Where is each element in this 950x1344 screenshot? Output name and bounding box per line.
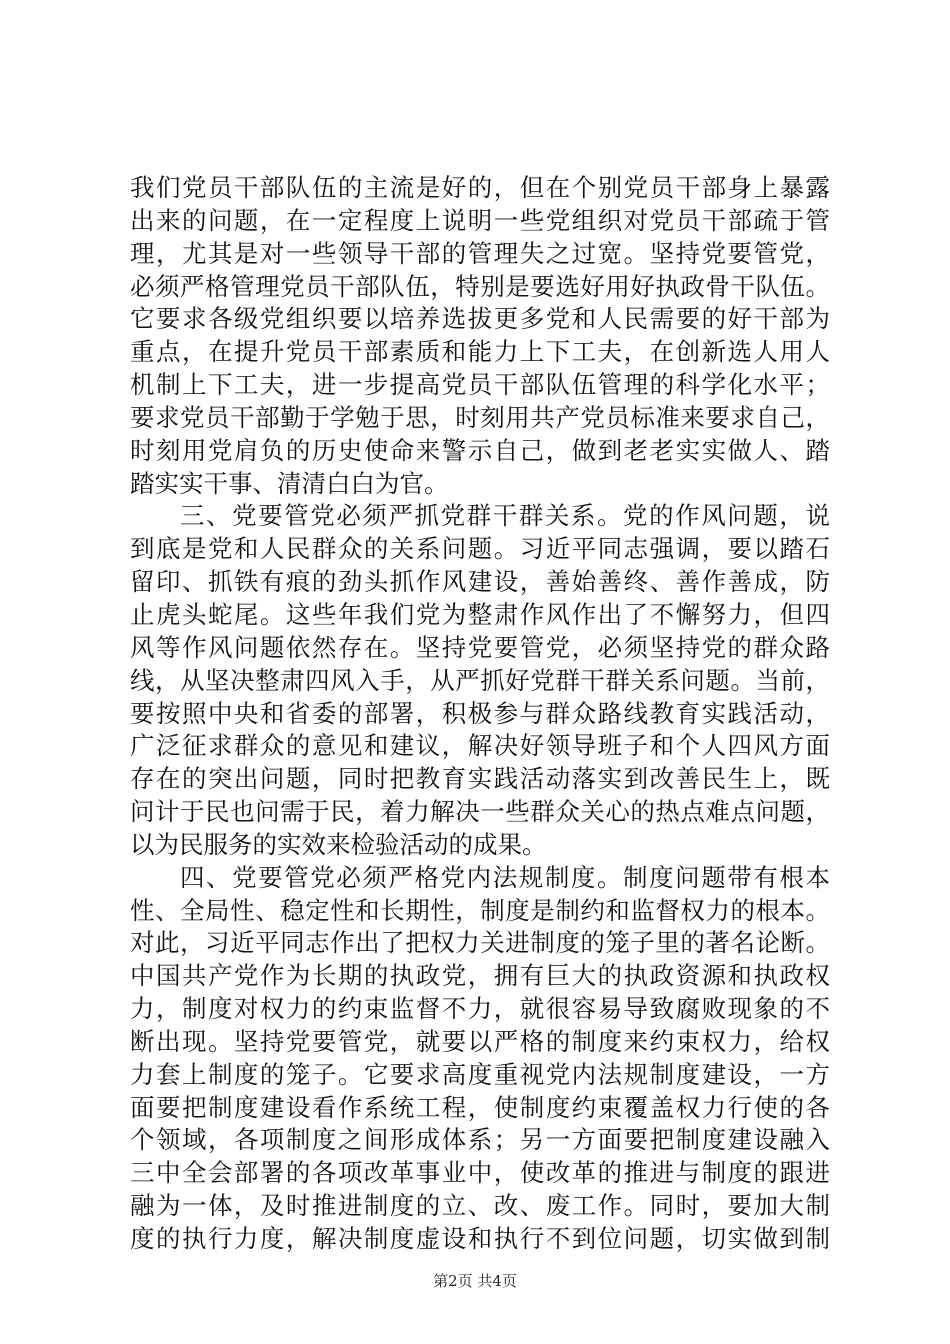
text-line: 出来的问题，在一定程度上说明一些党组织对党员干部疏于管 <box>130 205 830 235</box>
text-line: 中国共产党作为长期的执政党，拥有巨大的执政资源和执政权 <box>130 961 830 991</box>
text-line: 重点，在提升党员干部素质和能力上下工夫，在创新选人用人 <box>130 337 830 367</box>
text-line: 个领域，各项制度之间形成体系；另一方面要把制度建设融入 <box>130 1125 830 1155</box>
text-line: 融为一体，及时推进制度的立、改、废工作。同时，要加大制 <box>130 1191 830 1221</box>
text-line: 面要把制度建设看作系统工程，使制度约束覆盖权力行使的各 <box>130 1092 830 1122</box>
body-text <box>130 172 830 1256</box>
text-line: 止虎头蛇尾。这些年我们党为整肃作风作出了不懈努力，但四 <box>130 599 830 629</box>
text-line: 断出现。坚持党要管党，就要以严格的制度来约束权力，给权 <box>130 1026 830 1056</box>
text-line: 力套上制度的笼子。它要求高度重视党内法规制度建设，一方 <box>130 1059 830 1089</box>
text-line: 力，制度对权力的约束监督不力，就很容易导致腐败现象的不 <box>130 994 830 1024</box>
text-line: 问计于民也问需于民，着力解决一些群众关心的热点难点问题， <box>130 797 830 827</box>
text-line: 踏实实干事、清清白白为官。 <box>130 468 449 498</box>
text-line: 要按照中央和省委的部署，积极参与群众路线教育实践活动， <box>130 698 830 728</box>
text-line: 我们党员干部队伍的主流是好的，但在个别党员干部身上暴露 <box>130 173 830 202</box>
section-four-heading-line: 四、党要管党必须严格党内法规制度。制度问题带有根本 <box>180 862 830 892</box>
text-line: 到底是党和人民群众的关系问题。习近平同志强调，要以踏石 <box>130 534 830 564</box>
text-line: 时刻用党肩负的历史使命来警示自己，做到老老实实做人、踏 <box>130 435 830 465</box>
text-line: 理，尤其是对一些领导干部的管理失之过宽。坚持党要管党， <box>130 238 830 268</box>
text-line: 对此，习近平同志作出了把权力关进制度的笼子里的著名论断。 <box>130 928 830 958</box>
text-line: 机制上下工夫，进一步提高党员干部队伍管理的科学化水平； <box>130 370 830 400</box>
text-line: 广泛征求群众的意见和建议，解决好领导班子和个人四风方面 <box>130 731 830 761</box>
section-three-heading-line: 三、党要管党必须严抓党群干群关系。党的作风问题，说 <box>180 501 830 531</box>
page-number-footer: 第2页 共4页 <box>433 1272 517 1290</box>
text-line: 度的执行力度，解决制度虚设和执行不到位问题，切实做到制 <box>130 1224 830 1253</box>
text-line: 以为民服务的实效来检验活动的成果。 <box>130 829 547 859</box>
text-line: 三中全会部署的各项改革事业中，使改革的推进与制度的跟进 <box>130 1158 830 1188</box>
text-line: 性、全局性、稳定性和长期性，制度是制约和监督权力的根本。 <box>130 895 830 925</box>
text-line: 它要求各级党组织要以培养选拔更多党和人民需要的好干部为 <box>130 304 830 334</box>
text-line: 风等作风问题依然存在。坚持党要管党，必须坚持党的群众路 <box>130 632 830 662</box>
text-line: 要求党员干部勤于学勉于思，时刻用共产党员标准来要求自己， <box>130 402 830 432</box>
text-line: 存在的突出问题，同时把教育实践活动落实到改善民生上，既 <box>130 764 830 794</box>
text-line: 线，从坚决整肃四风入手，从严抓好党群干群关系问题。当前， <box>130 665 830 695</box>
text-line: 必须严格管理党员干部队伍，特别是要选好用好执政骨干队伍。 <box>130 271 830 301</box>
text-line: 留印、抓铁有痕的劲头抓作风建设，善始善终、善作善成，防 <box>130 567 830 597</box>
